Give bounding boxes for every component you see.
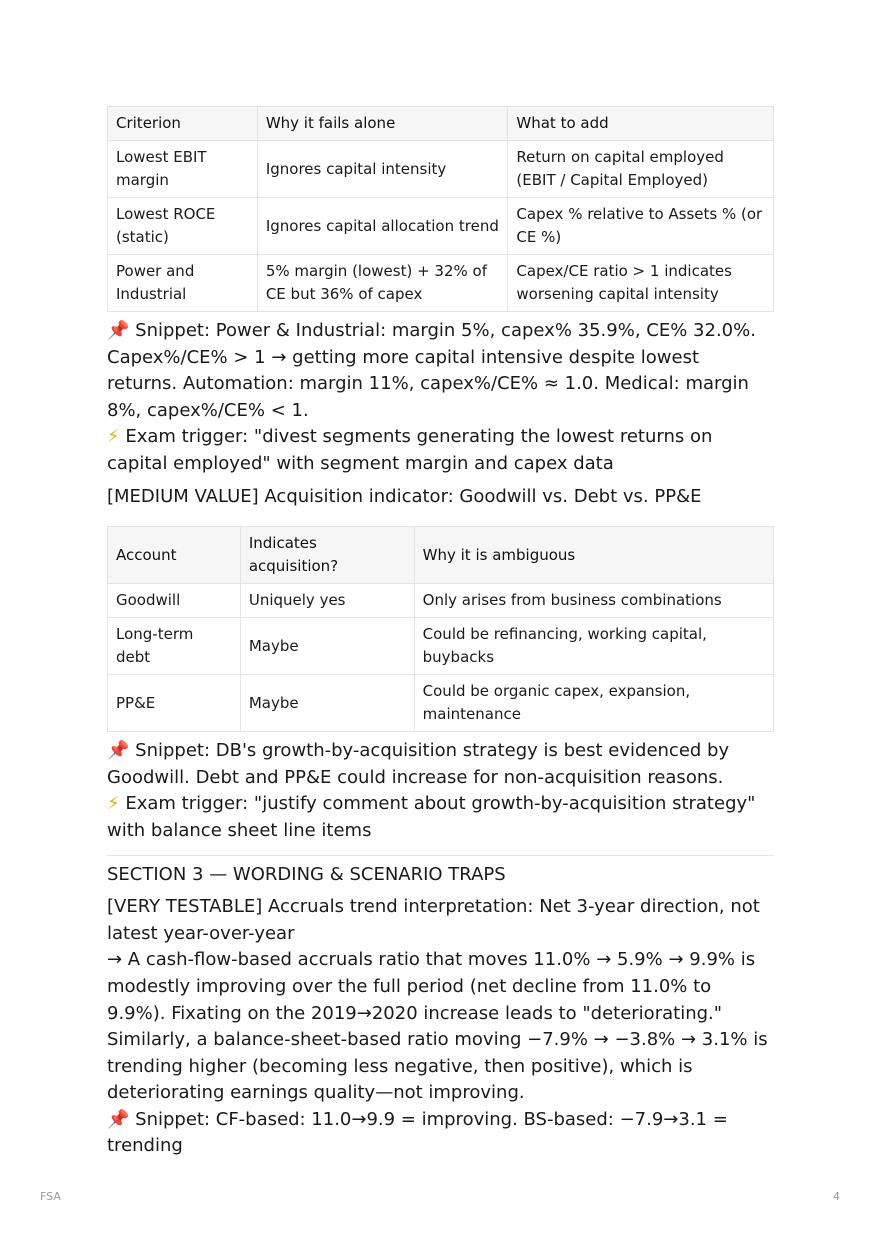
- table-cell: Maybe: [240, 618, 414, 675]
- lightning-icon: ⚡: [107, 793, 120, 815]
- column-header-indicates-acquisition: Indicates acquisition?: [240, 527, 414, 584]
- table-row: [108, 141, 774, 198]
- snippet-text: Snippet: CF-based: 11.0→9.9 = improving. BS-based: −7.9→3.1 = trending: [107, 1108, 728, 1157]
- table-cell: Maybe: [240, 675, 414, 732]
- exam-trigger-text: Exam trigger: "justify comment about growth-by-acquisition strategy" with balance sheet line items: [107, 793, 756, 841]
- exam-trigger-paragraph: [107, 424, 774, 477]
- table-cell: Capex % relative to Assets % (or CE %): [508, 198, 774, 255]
- table-cell: Power and Industrial: [108, 255, 258, 312]
- snippet-text: Snippet: DB's growth-by-acquisition strategy is best evidenced by Goodwill. Debt and PP&E could increase for non-acquisition reasons.: [107, 740, 730, 788]
- table-cell: Return on capital employed (EBIT / Capital Employed): [508, 141, 774, 198]
- table-cell: Long-term debt: [108, 618, 241, 675]
- table-cell: Ignores capital allocation trend: [257, 198, 508, 255]
- accruals-heading: [VERY TESTABLE] Accruals trend interpretation: Net 3-year direction, not latest year-over-year: [107, 896, 760, 944]
- section-title: SECTION 3 — WORDING & SCENARIO TRAPS: [107, 863, 506, 885]
- accruals-body: → A cash-flow-based accruals ratio that moves 11.0% → 5.9% → 9.9% is modestly improving over the full period (net decline from 11.0% to 9.9%). Fixating on the 2019→2020 increase leads to "deteriorating." Similarly, a balance-sheet-based ratio moving −7.9% → −3.8% → 3.1% is trending higher (becoming less negative, then positive), which is deteriorating earnings quality—not improving.: [107, 949, 768, 1104]
- table-cell: PP&E: [108, 675, 241, 732]
- column-header-why-ambiguous: Why it is ambiguous: [414, 527, 773, 584]
- table-row: [108, 255, 774, 312]
- table-cell: Lowest ROCE (static): [108, 198, 258, 255]
- section-heading: [MEDIUM VALUE] Acquisition indicator: Goodwill vs. Debt vs. PP&E: [107, 485, 702, 507]
- table-header-row: [108, 527, 774, 584]
- page-number: 4: [833, 1190, 840, 1203]
- table-cell: Capex/CE ratio > 1 indicates worsening capital intensity: [508, 255, 774, 312]
- table-row: [108, 618, 774, 675]
- snippet-paragraph: [107, 318, 774, 424]
- exam-trigger-text: Exam trigger: "divest segments generating the lowest returns on capital employed" with segment margin and capex data: [107, 426, 713, 474]
- pushpin-icon: 📌: [107, 740, 130, 762]
- column-header-account: Account: [108, 527, 241, 584]
- exam-trigger-paragraph: [107, 791, 774, 844]
- column-header-what-to-add: What to add: [508, 107, 774, 141]
- table-cell: Only arises from business combinations: [414, 584, 773, 618]
- table-cell: Could be organic capex, expansion, maintenance: [414, 675, 773, 732]
- table-header-row: [108, 107, 774, 141]
- pushpin-icon: 📌: [107, 320, 130, 341]
- lightning-icon: ⚡: [107, 426, 120, 448]
- column-header-criterion: Criterion: [108, 107, 258, 141]
- criteria-table: [107, 106, 774, 312]
- table-cell: Goodwill: [108, 584, 241, 618]
- table-cell: Ignores capital intensity: [257, 141, 508, 198]
- snippet-paragraph: [107, 738, 774, 791]
- page-content: [107, 106, 774, 1160]
- table-cell: Uniquely yes: [240, 584, 414, 618]
- section-divider: [107, 855, 774, 856]
- snippet-text: Snippet: Power & Industrial: margin 5%, capex% 35.9%, CE% 32.0%. Capex%/CE% > 1 → getting more capital intensive despite lowest returns. Automation: margin 11%, capex%/CE% ≈ 1.0. Medical: margin 8%, capex%/CE% < 1.: [107, 320, 756, 421]
- table-row: [108, 198, 774, 255]
- table-cell: 5% margin (lowest) + 32% of CE but 36% of capex: [257, 255, 508, 312]
- snippet-paragraph: [107, 1107, 774, 1160]
- table-row: [108, 584, 774, 618]
- table-cell: Could be refinancing, working capital, buybacks: [414, 618, 773, 675]
- table-row: [108, 675, 774, 732]
- table-cell: Lowest EBIT margin: [108, 141, 258, 198]
- acquisition-table: [107, 526, 774, 732]
- column-header-why-fails: Why it fails alone: [257, 107, 508, 141]
- footer-left-label: FSA: [40, 1190, 61, 1203]
- pushpin-icon: 📌: [107, 1108, 130, 1130]
